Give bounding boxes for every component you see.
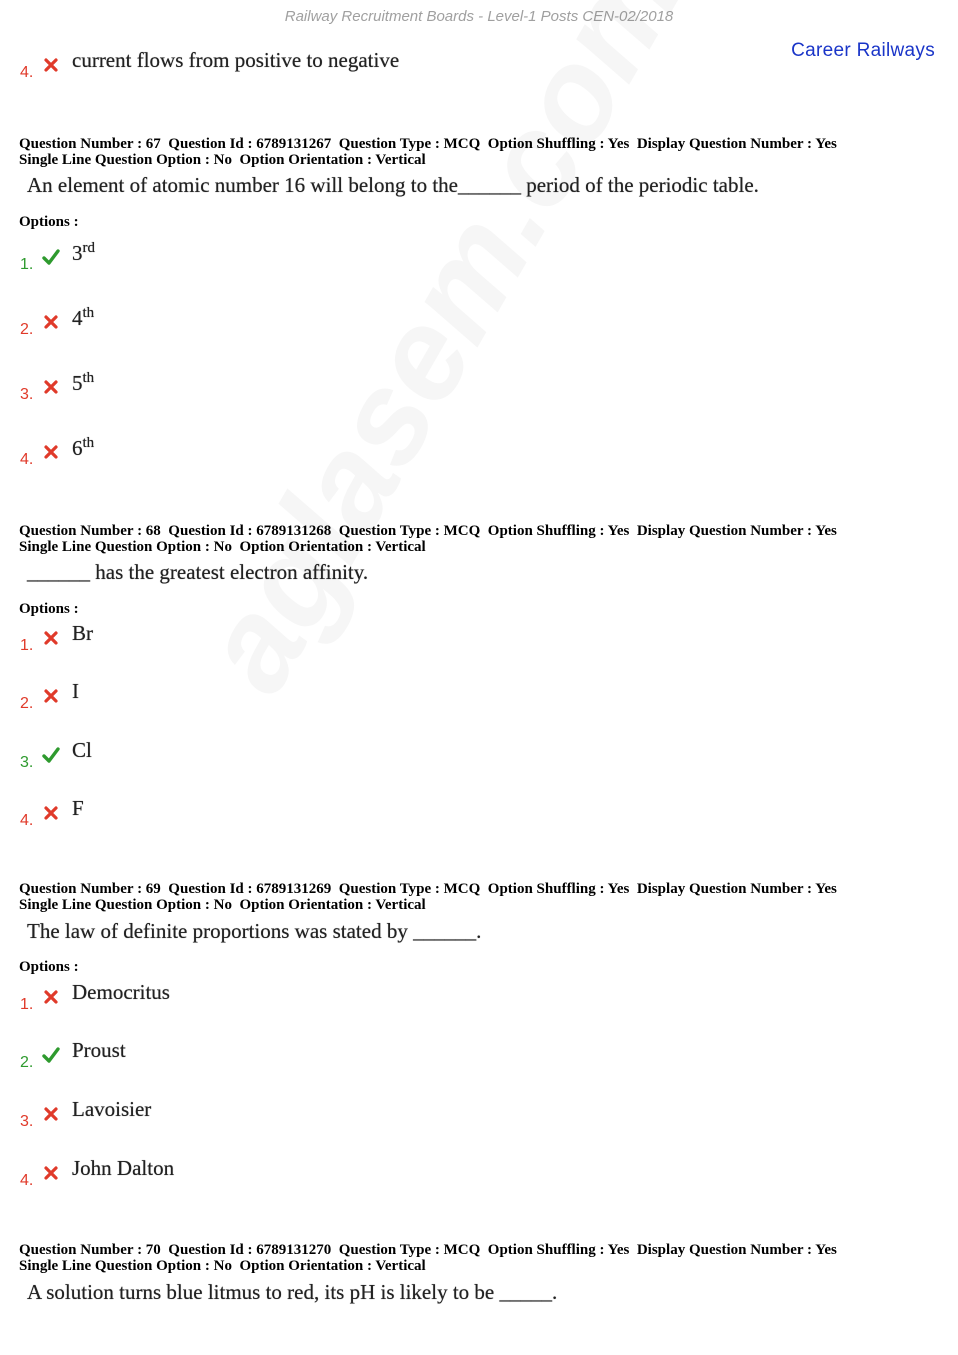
check-icon — [42, 746, 60, 764]
check-icon — [42, 1046, 60, 1064]
watermark — [170, 0, 712, 715]
option-text: Br — [72, 621, 93, 645]
check-icon — [42, 248, 60, 266]
option-number: 4. — [20, 812, 34, 829]
option-text: Lavoisier — [72, 1097, 152, 1121]
option-text: 5th — [72, 370, 95, 395]
cross-icon — [42, 56, 60, 74]
page-header: Railway Recruitment Boards - Level-1 Posts CEN-02/2018 — [284, 8, 674, 25]
question-text: An element of atomic number 16 will belong to the______ period of the periodic table. — [27, 173, 759, 197]
question-text: ______ has the greatest electron affinity. — [27, 560, 369, 584]
option-text: F — [72, 796, 84, 820]
question-meta: Question Number : 70 Question Id : 6789131270 Question Type : MCQ Option Shuffling : Yes Display Question Number : Yes Single Line Question Option : No Option Orientation : Vertical — [19, 1242, 837, 1274]
option-number: 3. — [20, 754, 34, 771]
options-label: Options : — [19, 601, 79, 617]
question-meta: Question Number : 67 Question Id : 6789131267 Question Type : MCQ Option Shuffling : Yes Display Question Number : Yes Single Line Question Option : No Option Orientation : Vertical — [19, 136, 837, 168]
option-text: Cl — [72, 738, 92, 762]
cross-icon — [42, 313, 60, 331]
option-text: 3rd — [72, 240, 95, 265]
option-number: 4. — [20, 1172, 34, 1189]
option-number: 2. — [20, 1054, 34, 1071]
question-text: A solution turns blue litmus to red, its pH is likely to be _____. — [27, 1280, 558, 1304]
option-text: Proust — [72, 1038, 126, 1062]
options-label: Options : — [19, 959, 79, 975]
question-meta: Question Number : 68 Question Id : 6789131268 Question Type : MCQ Option Shuffling : Yes Display Question Number : Yes Single Line Question Option : No Option Orientation : Vertical — [19, 523, 837, 555]
option-number: 1. — [20, 996, 34, 1013]
option-text: Democritus — [72, 980, 170, 1004]
cross-icon — [42, 1164, 60, 1182]
option-number: 3. — [20, 1113, 34, 1130]
option-number: 4. — [20, 451, 34, 468]
option-number: 4. — [20, 64, 34, 81]
question-text: The law of definite proportions was stated by ______. — [27, 919, 482, 943]
option-text: 6th — [72, 435, 95, 460]
cross-icon — [42, 804, 60, 822]
option-number: 3. — [20, 386, 34, 403]
brand-label: Career Railways — [791, 40, 935, 61]
cross-icon — [42, 629, 60, 647]
option-number: 2. — [20, 321, 34, 338]
option-text: I — [72, 679, 79, 703]
cross-icon — [42, 1105, 60, 1123]
option-number: 1. — [20, 637, 34, 654]
option-text: current flows from positive to negative — [72, 48, 400, 72]
question-meta: Question Number : 69 Question Id : 6789131269 Question Type : MCQ Option Shuffling : Yes Display Question Number : Yes Single Line Question Option : No Option Orientation : Vertical — [19, 881, 837, 913]
option-text: John Dalton — [72, 1156, 175, 1180]
option-number: 2. — [20, 695, 34, 712]
cross-icon — [42, 443, 60, 461]
option-text: 4th — [72, 305, 95, 330]
cross-icon — [42, 687, 60, 705]
cross-icon — [42, 988, 60, 1006]
options-label: Options : — [19, 214, 79, 230]
option-number: 1. — [20, 256, 34, 273]
cross-icon — [42, 378, 60, 396]
